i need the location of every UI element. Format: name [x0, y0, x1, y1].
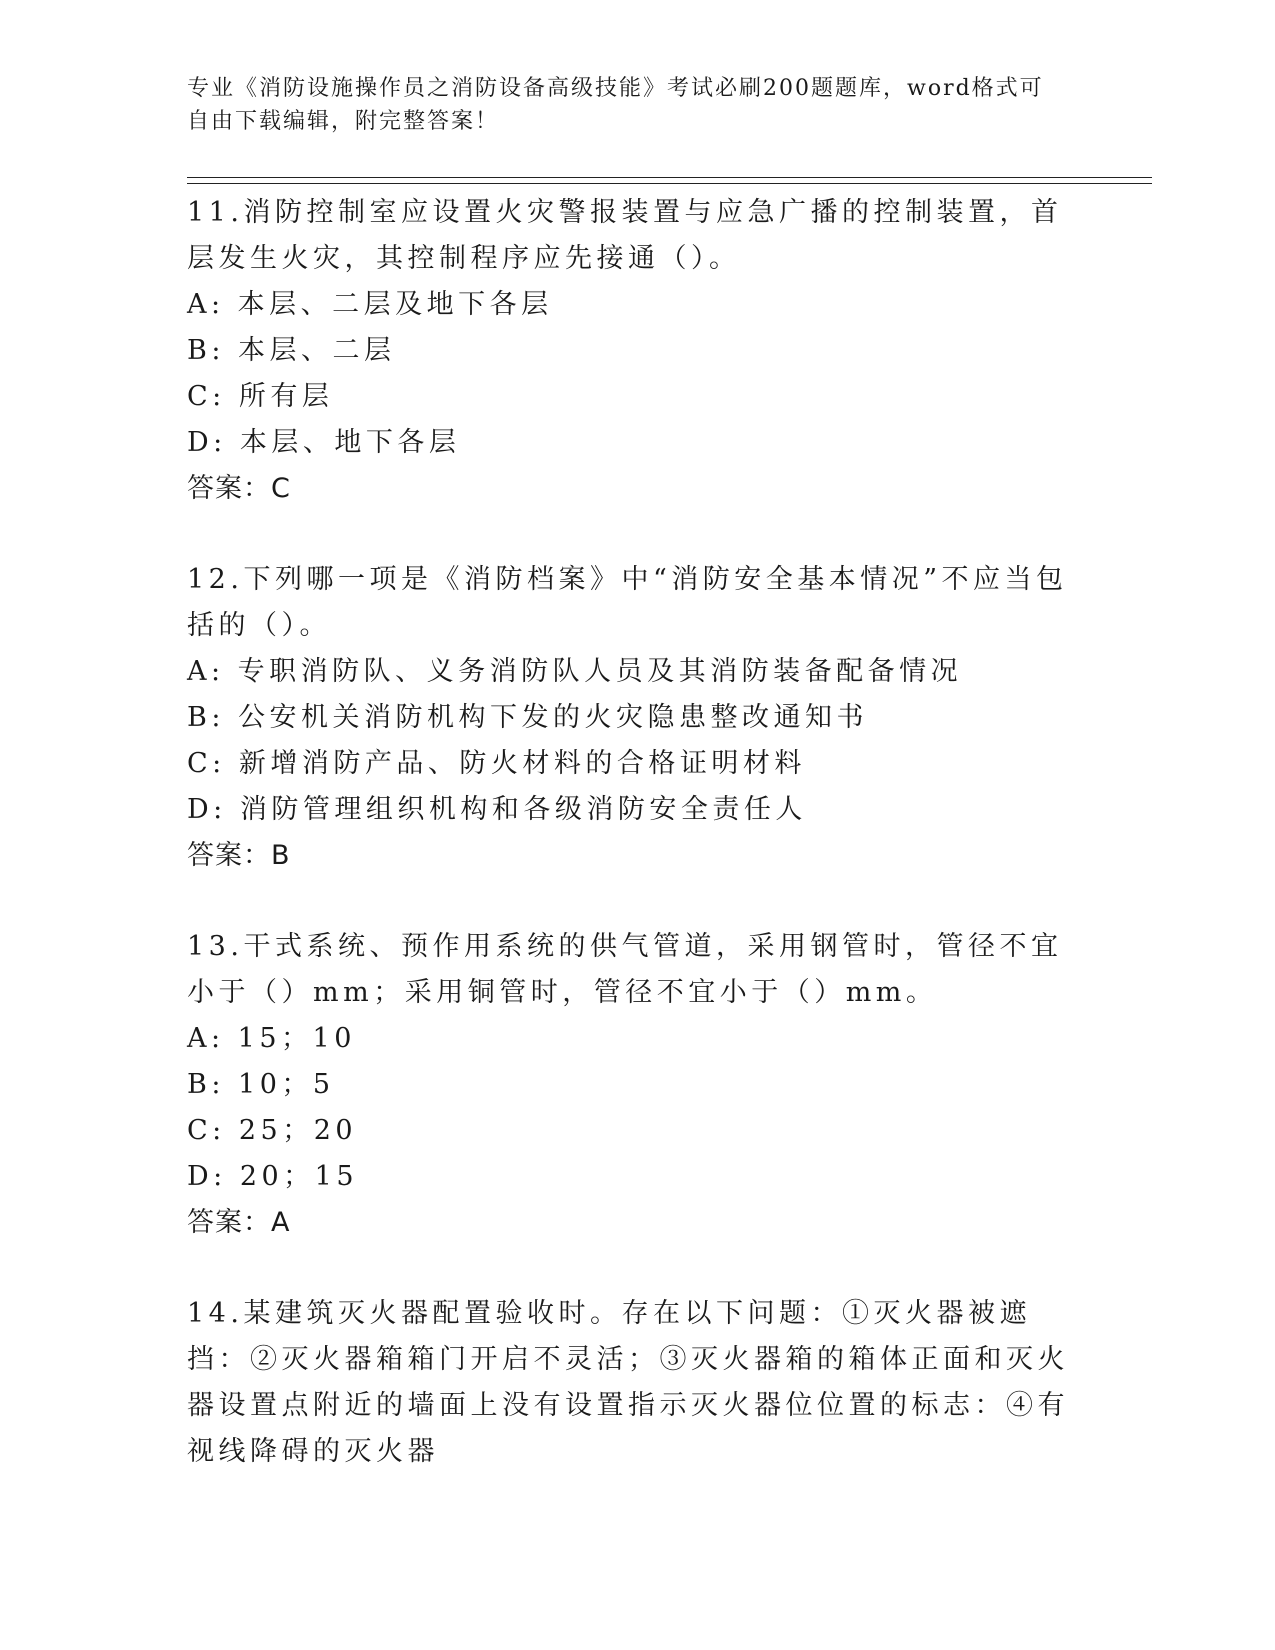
- question-11: [187, 190, 1077, 512]
- answer: 答案：C: [187, 473, 291, 504]
- option-b: B: 公安机关消防机构下发的火灾隐患整改通知书: [187, 702, 869, 733]
- option-c: C: 所有层: [187, 381, 334, 412]
- option-c: C: 25；20: [187, 1115, 358, 1146]
- answer: 答案：A: [187, 1207, 291, 1238]
- question-stem: 11.消防控制室应设置火灾警报装置与应急广播的控制装置，首层发生火灾，其控制程序应先接通（）。: [187, 197, 1063, 274]
- document-header: 专业《消防设施操作员之消防设备高级技能》考试必刷200题题库，word格式可自由下载编辑，附完整答案！: [187, 76, 1044, 134]
- option-b: B: 10；5: [187, 1069, 335, 1100]
- header-divider-bottom: [187, 183, 1152, 184]
- option-b: B: 本层、二层: [187, 335, 396, 366]
- question-stem: 14.某建筑灭火器配置验收时。存在以下问题：①灭火器被遮挡：②灭火器箱箱门开启不灵活；③灭火器箱的箱体正面和灭火器设置点附近的墙面上没有设置指示灭火器位位置的标志：④有视线降碍的灭火器: [187, 1298, 1069, 1467]
- question-14: [187, 1291, 1077, 1475]
- option-a: A: 本层、二层及地下各层: [187, 289, 553, 320]
- question-13: [187, 924, 1077, 1246]
- question-stem: 12.下列哪一项是《消防档案》中“消防安全基本情况”不应当包括的（）。: [187, 564, 1068, 641]
- question-12: [187, 557, 1077, 879]
- answer: 答案：B: [187, 840, 291, 871]
- question-stem: 13.干式系统、预作用系统的供气管道，采用钢管时，管径不宜小于（）mm；采用铜管时，管径不宜小于（）mm。: [187, 931, 1063, 1008]
- option-a: A: 专职消防队、义务消防队人员及其消防装备配备情况: [187, 656, 963, 687]
- option-d: D: 消防管理组织机构和各级消防安全责任人: [187, 794, 807, 825]
- option-d: D: 本层、地下各层: [187, 427, 461, 458]
- header-divider-top: [187, 177, 1152, 178]
- option-c: C: 新增消防产品、防火材料的合格证明材料: [187, 748, 806, 779]
- question-list: [187, 190, 1077, 1520]
- option-a: A: 15；10: [187, 1023, 356, 1054]
- option-d: D: 20；15: [187, 1161, 359, 1192]
